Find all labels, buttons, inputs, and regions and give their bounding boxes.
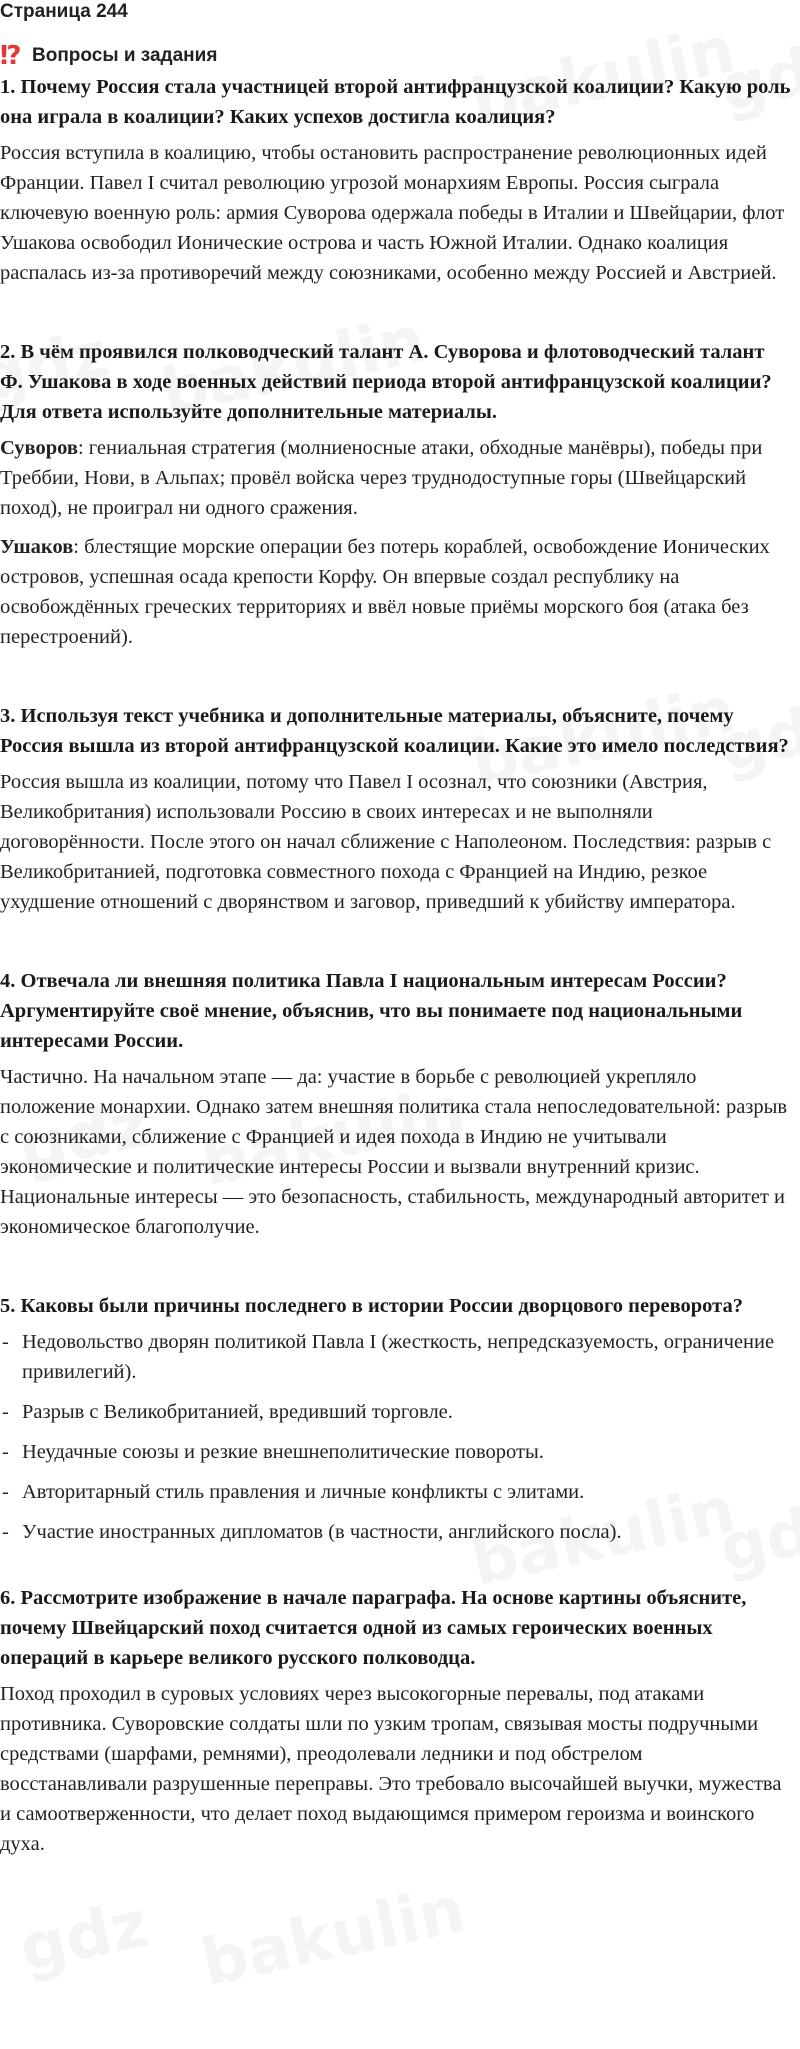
list-item: - Неудачные союзы и резкие внешнеполитические повороты. (0, 1437, 792, 1467)
question-block-3 (0, 701, 792, 917)
answer-2-suvorov-text: : гениальная стратегия (молниеносные атаки, обходные манёвры), победы при Треббии, Нови, в Альпах; провёл войска через труднодоступные горы (Швейцарский поход), не проиграл ни одного сражения. (0, 437, 763, 519)
answer-2-ushakov-label: Ушаков (0, 536, 74, 558)
section-title-text: Вопросы и задания (32, 45, 218, 66)
question-block-6 (0, 1583, 792, 1859)
question-block-4 (0, 966, 792, 1242)
question-5: 5. Каковы были причины последнего в истории России дворцового переворота? (0, 1295, 743, 1317)
question-6: 6. Рассмотрите изображение в начале параграфа. На основе картины объясните, почему Швейцарский поход считается одной из самых героических военных операций в карьере великого русского полководца. (0, 1587, 747, 1669)
question-block-5 (0, 1291, 792, 1547)
question-1: 1. Почему Россия стала участницей второй антифранцузской коалиции? Какую роль она играла в коалиции? Каких успехов достигла коалиция? (0, 76, 791, 128)
question-2: 2. В чём проявился полководческий талант А. Суворова и флотоводческий талант Ф. Ушакова в ходе военных действий периода второй антифранцузской коалиции? Для ответа используйте дополнительные материалы. (0, 341, 772, 423)
page-header: Страница 244 (0, 1, 128, 22)
answer-4: Частично. На начальном этапе — да: участие в борьбе с революцией укрепляло положение монархии. Однако затем внешняя политика стала непоследовательной: разрыв с союзниками, сближение с Францией и идея похода в Индию не учитывали экономические и политические интересы России и вызвали внутренний кризис. Национальные интересы — это безопасность, стабильность, международный авторитет и экономическое благополучие. (0, 1066, 788, 1238)
watermark (195, 1873, 471, 2001)
bullet-marker: - (2, 1441, 9, 1463)
answer-3: Россия вышла из коалиции, потому что Павел I осознал, что союзники (Австрия, Великобритания) использовали Россию в своих интересах и не выполняли договорённости. После этого он начал сближение с Наполеоном. Последствия: разрыв с Великобританией, подготовка совместного похода с Францией на Индию, резкое ухудшение отношений с дворянством и заговор, приведший к убийству императора. (0, 771, 772, 913)
watermark (14, 1887, 155, 1986)
question-block-1 (0, 72, 792, 288)
answer-1: Россия вступила в коалицию, чтобы остановить распространение революционных идей Франции. Павел I считал революцию угрозой монархиям Европы. Россия сыграла ключевую военную роль: армия Суворова одержала победы в Италии и Швейцарии, флот Ушакова освободил Ионические острова и часть Южной Италии. Однако коалиция распалась из-за противоречий между союзниками, особенно между Россией и Австрией. (0, 142, 785, 284)
bullet-marker: - (2, 1521, 9, 1543)
question-block-2 (0, 337, 792, 652)
question-3: 3. Используя текст учебника и дополнительные материалы, объясните, почему Россия вышла из второй антифранцузской коалиции. Какие это имело последствия? (0, 705, 789, 757)
double-exclamation-question-icon: ⁉ (0, 41, 22, 71)
list-item: - Недовольство дворян политикой Павла I (жесткость, непредсказуемость, ограничение привилегий). (0, 1327, 792, 1387)
list-item: - Разрыв с Великобританией, вредивший торговле. (0, 1397, 792, 1427)
list-item: - Участие иностранных дипломатов (в частности, английского посла). (0, 1517, 792, 1547)
causes-list (0, 1327, 792, 1547)
answer-2-suvorov (0, 433, 792, 523)
answer-2-suvorov-label: Суворов (0, 437, 78, 459)
bullet-marker: - (2, 1401, 9, 1423)
answer-2-ushakov-text: : блестящие морские операции без потерь кораблей, освобождение Ионических островов, успешная осада крепости Корфу. Он впервые создал республику на освобождённых греческих территориях и ввёл новые приёмы морского боя (атака без перестроений). (0, 536, 770, 648)
section-title (0, 41, 792, 71)
answer-6: Поход проходил в суровых условиях через высокогорные перевалы, под атаками противника. Суворовские солдаты шли по узким тропам, связывая мосты подручными средствами (шарфами, ремнями), преодолевали ледники и под обстрелом восстанавливали разрушенные переправы. Это требовало высочайшей выучки, мужества и самоотверженности, что делает поход выдающимся примером героизма и воинского духа. (0, 1683, 782, 1855)
bullet-marker: - (2, 1331, 9, 1353)
list-item: - Авторитарный стиль правления и личные конфликты с элитами. (0, 1477, 792, 1507)
answer-2-ushakov (0, 532, 792, 652)
question-4: 4. Отвечала ли внешняя политика Павла I национальным интересам России? Аргументируйте своё мнение, объяснив, что вы понимаете под национальными интересами России. (0, 970, 743, 1052)
bullet-marker: - (2, 1481, 9, 1503)
